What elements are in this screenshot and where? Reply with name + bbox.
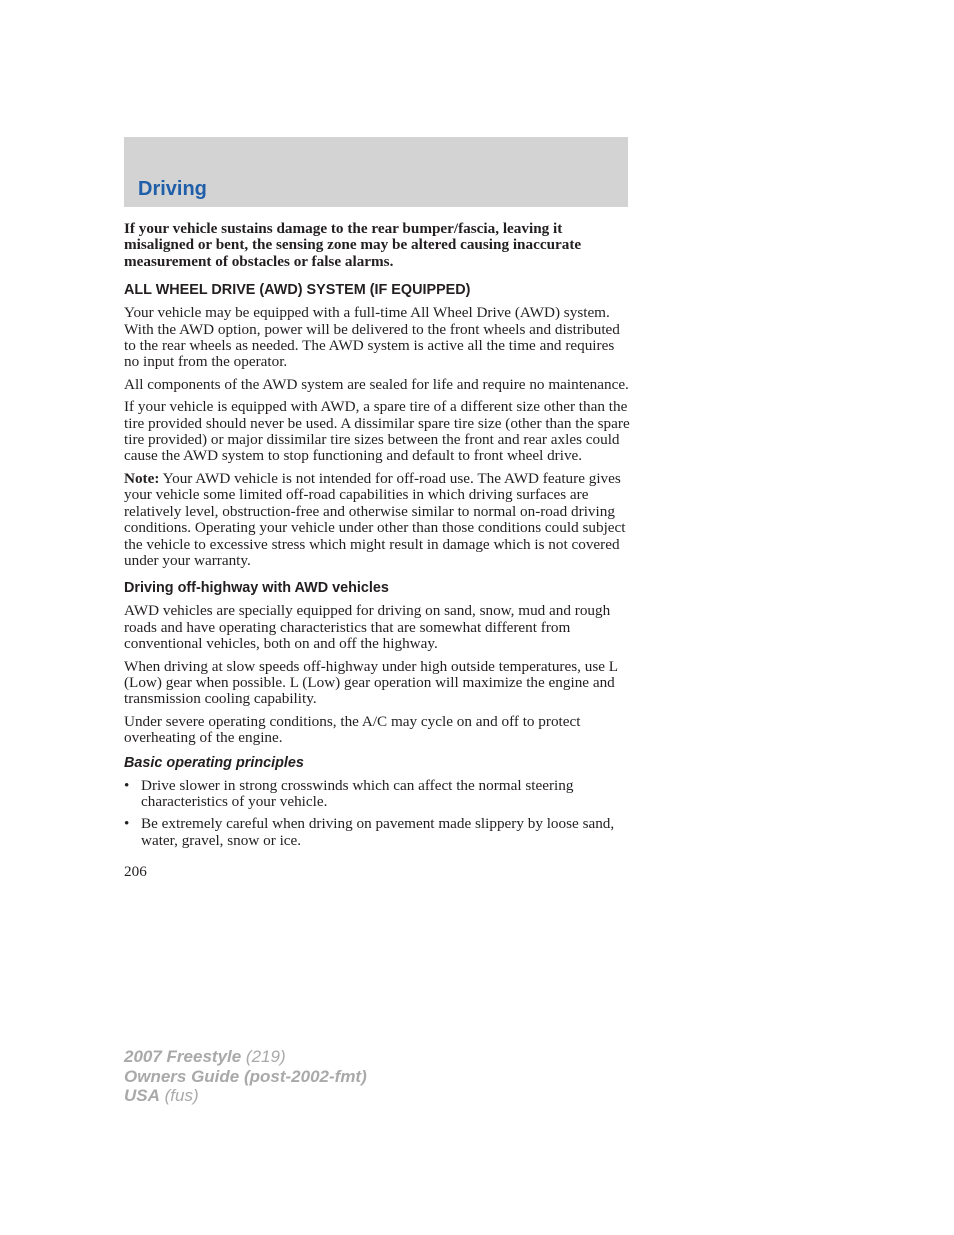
- footer-line-model: [124, 1047, 367, 1067]
- footer-market-name: USA: [124, 1086, 160, 1105]
- offhighway-paragraph-3: Under severe operating conditions, the A/C may cycle on and off to protect overheating of the engine.: [124, 712, 581, 747]
- footer-line-guide: Owners Guide (post-2002-fmt): [124, 1066, 367, 1086]
- awd-paragraph-1: Your vehicle may be equipped with a full-time All Wheel Drive (AWD) system. With the AWD option, power will be delivered to the front wheels and distributed to the rear wheels as needed. The AWD system is active all the time and requires no input from the operator.: [124, 304, 620, 371]
- page-number: 206: [124, 863, 147, 881]
- bullet-icon: •: [124, 776, 130, 794]
- note-label: Note:: [124, 469, 160, 487]
- principles-heading: Basic operating principles: [124, 754, 304, 771]
- warning-paragraph: If your vehicle sustains damage to the rear bumper/fascia, leaving it misaligned or bent, the sensing zone may be altered causing inaccurate measurement of obstacles or false alarms.: [124, 220, 582, 270]
- list-item: [124, 816, 632, 849]
- footer-model-code: (219): [241, 1047, 286, 1066]
- note-text: Your AWD vehicle is not intended for off-road use. The AWD feature gives your vehicle some limited off-road capabilities in which driving surfaces are relatively level, obstruction-free and otherwise similar to normal on-road driving conditions. Operating your vehicle under other than those conditions could subject the vehicle to excessive stress which might result in damage which is not covered under your warranty.: [124, 469, 626, 569]
- list-item-text: Drive slower in strong crosswinds which can affect the normal steering characteristics of your vehicle.: [141, 776, 574, 810]
- footer-model-name: 2007 Freestyle: [124, 1047, 242, 1066]
- section-header-band: [124, 137, 628, 207]
- awd-note: [124, 471, 632, 569]
- bullet-icon: •: [124, 815, 130, 833]
- footer-market-code: (fus): [159, 1086, 199, 1105]
- document-footer: [124, 1047, 367, 1106]
- section-title: Driving: [138, 178, 207, 200]
- offhighway-heading: Driving off-highway with AWD vehicles: [124, 580, 389, 597]
- awd-paragraph-2: All components of the AWD system are sealed for life and require no maintenance.: [124, 375, 629, 393]
- footer-line-market: [124, 1086, 367, 1106]
- offhighway-paragraph-1: AWD vehicles are specially equipped for driving on sand, snow, mud and rough roads and have operating characteristics that are somewhat different from conventional vehicles, both on and off the highway.: [124, 602, 611, 653]
- list-item: [124, 778, 632, 811]
- principles-list: [124, 778, 632, 850]
- list-item-text: Be extremely careful when driving on pavement made slippery by loose sand, water, gravel, snow or ice.: [141, 815, 615, 849]
- offhighway-paragraph-2: When driving at slow speeds off-highway under high outside temperatures, use L (Low) gear when possible. L (Low) gear operation will maximize the engine and transmission cooling capability.: [124, 657, 618, 708]
- awd-paragraph-3: If your vehicle is equipped with AWD, a spare tire of a different size other than the tire provided should never be used. A dissimilar spare tire size (other than the spare tire provided) or major dissimilar tire sizes between the front and rear axles could cause the AWD system to stop functioning and default to front wheel drive.: [124, 398, 630, 465]
- awd-heading: ALL WHEEL DRIVE (AWD) SYSTEM (IF EQUIPPED): [124, 282, 471, 299]
- page-content: [124, 221, 632, 881]
